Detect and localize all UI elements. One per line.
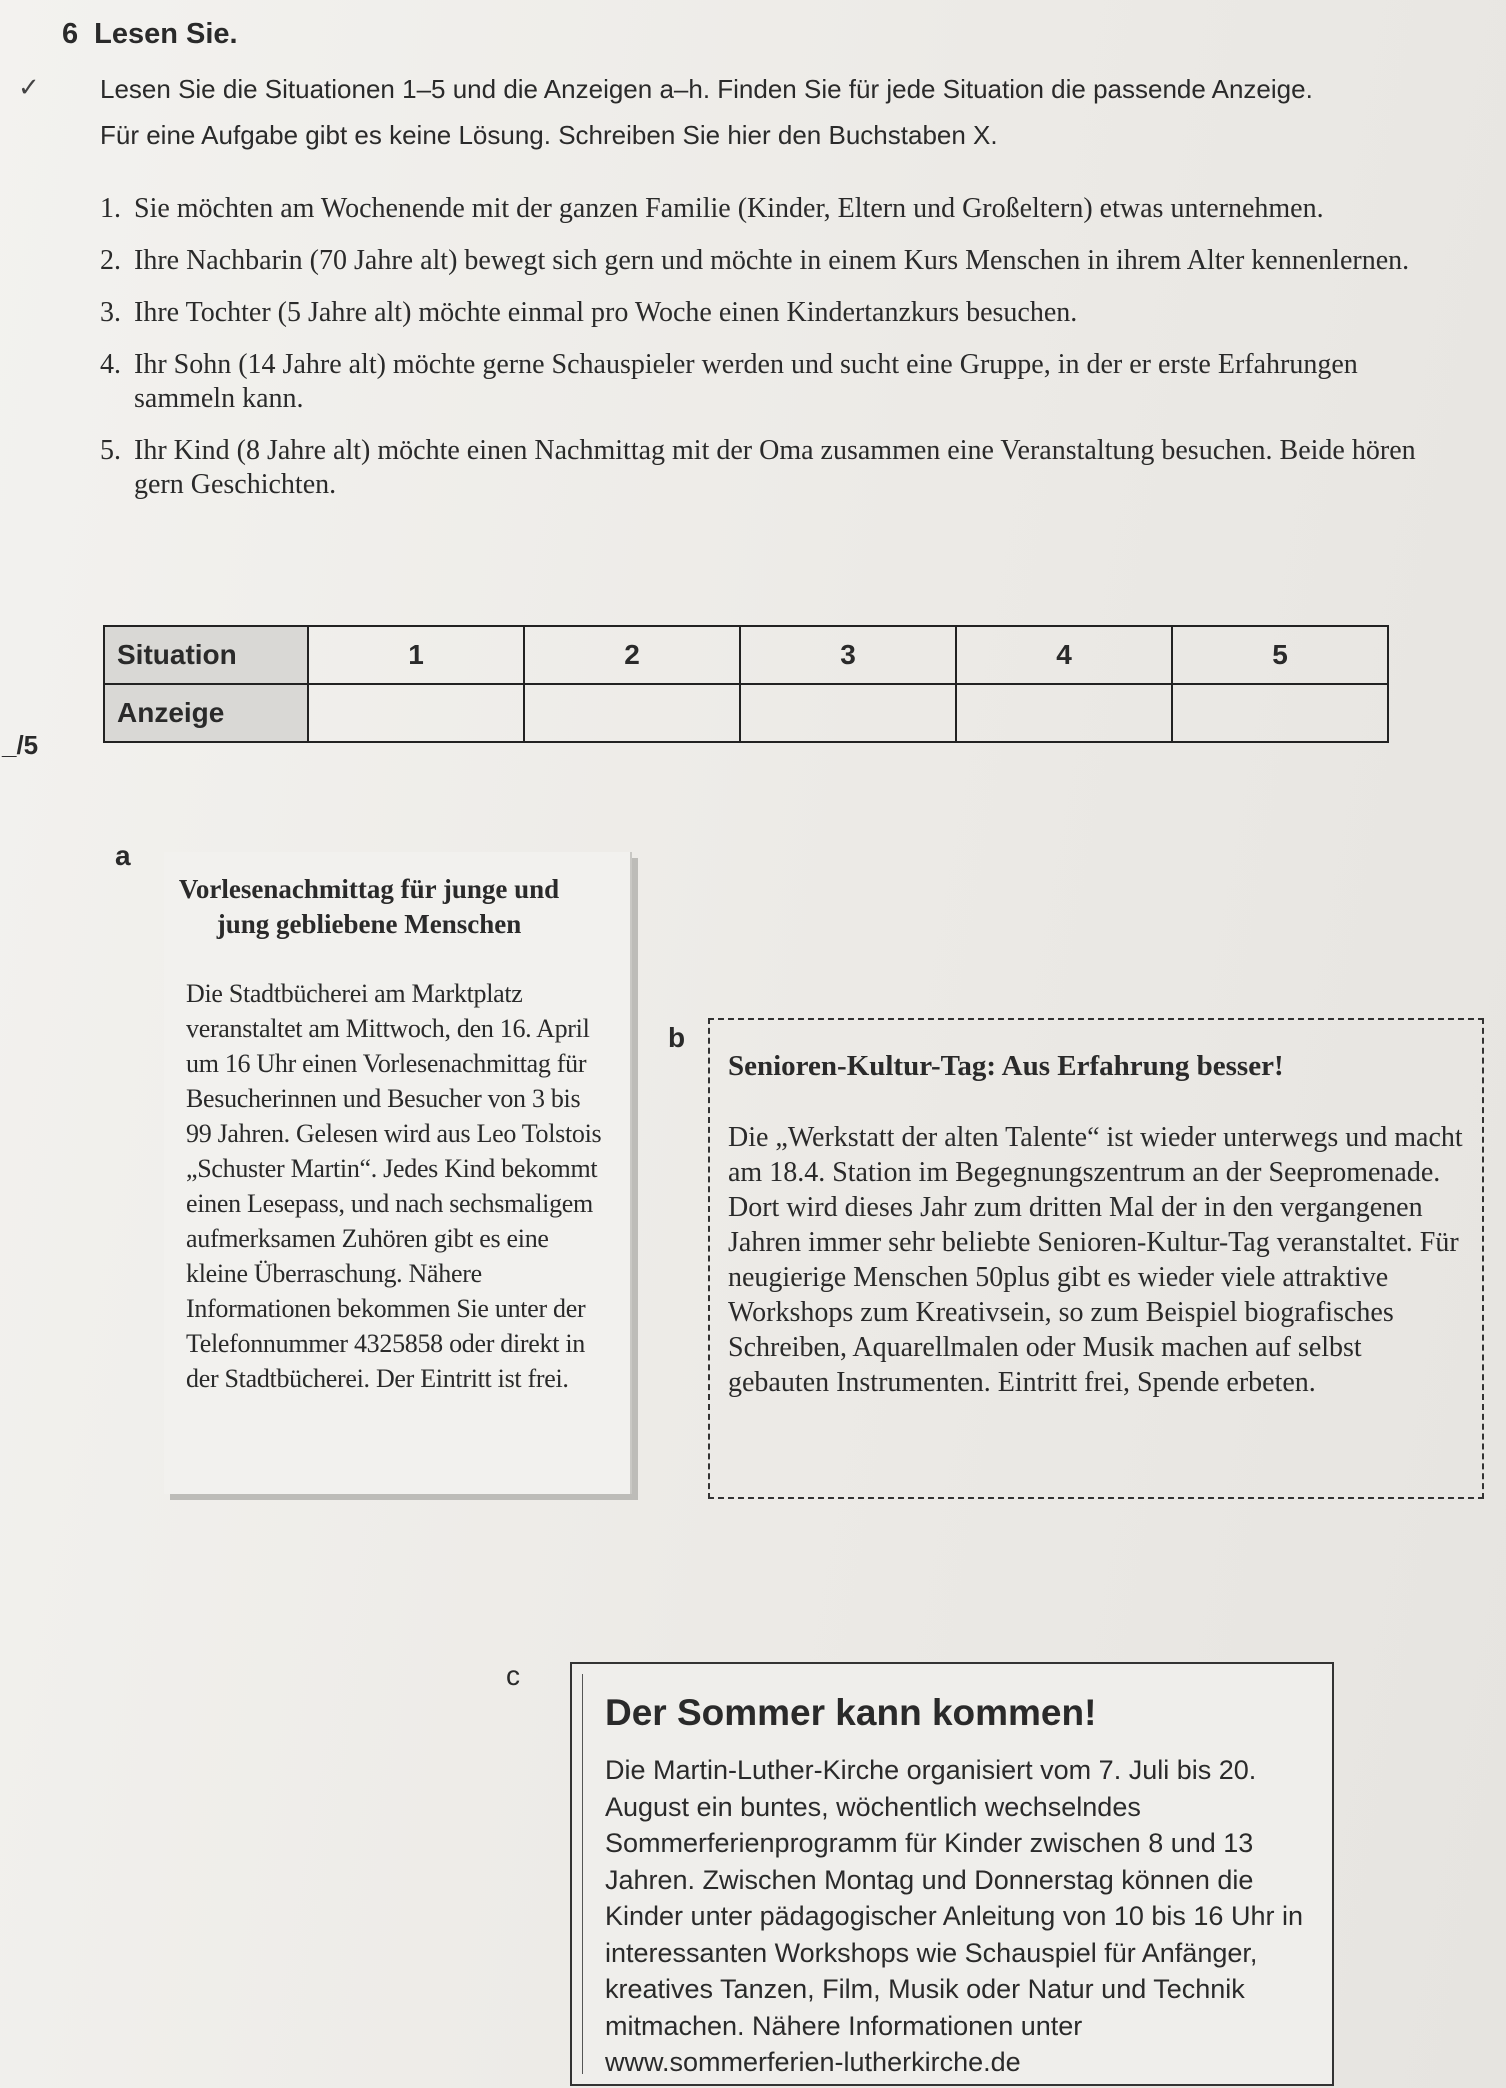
situation-number: 1 [308,626,524,684]
answer-cell[interactable] [956,684,1172,742]
answer-cell[interactable] [1172,684,1388,742]
answer-cell[interactable] [524,684,740,742]
situation-list [100,192,1430,520]
situation-item: 2. Ihre Nachbarin (70 Jahre alt) bewegt sich gern und möchte in einem Kurs Menschen in ihrem Alter kennenlernen. [100,245,1410,276]
situation-number: 5 [1172,626,1388,684]
answer-table [103,625,1389,743]
exercise-title: Lesen Sie. [94,18,238,50]
answer-cell[interactable] [740,684,956,742]
situation-item: 1. Sie möchten am Wochenende mit der ganzen Familie (Kinder, Eltern und Großeltern) etwas unternehmen. [100,193,1324,224]
ad-a-letter: a [115,840,131,871]
situation-label: Situation [104,626,308,684]
ad-b [708,1018,1484,1499]
ad-a-title: Vorlesenachmittag für junge und jung gebliebene Menschen [178,874,560,939]
ad-c-letter: c [506,1660,520,1691]
situation-item: 5. Ihr Kind (8 Jahre alt) möchte einen Nachmittag mit der Oma zusammen eine Veranstaltung besuchen. Beide hören gern Geschichten. [100,435,1416,500]
exercise-heading [62,18,238,51]
ad-a-body: Die Stadtbücherei am Marktplatz veranstaltet am Mittwoch, den 16. April um 16 Uhr einen Vorlesenachmittag für Besucherinnen und Besucher von 3 bis 99 Jahren. Gelesen wird aus Leo Tolstois „Schuster Martin“. Jedes Kind bekommt einen Lesepass, und nach sechsmaligem aufmerksamen Zuhören gibt es eine kleine Überraschung. Nähere Informationen bekommen Sie unter der Telefonnummer 4325858 oder direkt in der Stadtbücherei. Der Eintritt ist frei. [186,979,602,1393]
situation-number: 2 [524,626,740,684]
exercise-number: 6 [62,18,79,50]
margin-checkmark: ✓ [18,72,40,102]
instructions [100,66,1420,158]
anzeige-row [104,684,1388,742]
ad-c [570,1662,1334,2086]
situation-number: 3 [740,626,956,684]
situation-item: 4. Ihr Sohn (14 Jahre alt) möchte gerne Schauspieler werden und sucht eine Gruppe, in der er erste Erfahrungen sammeln kann. [100,349,1358,414]
ad-c-title: Der Sommer kann kommen! [605,1692,1097,1733]
situation-row [104,626,1388,684]
answer-cell[interactable] [308,684,524,742]
ad-b-title: Senioren-Kultur-Tag: Aus Erfahrung besser! [728,1050,1284,1082]
instruction-line: Lesen Sie die Situationen 1–5 und die Anzeigen a–h. Finden Sie für jede Situation die passende Anzeige. [100,74,1313,104]
ad-b-letter: b [668,1022,686,1053]
score-mark: _/5 [2,730,39,760]
ad-c-body: Die Martin-Luther-Kirche organisiert vom 7. Juli bis 20. August ein buntes, wöchentlich wechselndes Sommerferienprogramm für Kinder zwischen 8 und 13 Jahren. Zwischen Montag und Donnerstag können die Kinder unter pädagogischer Anleitung von 10 bis 16 Uhr in interessanten Workshops wie Schauspiel für Anfänger, kreatives Tanzen, Film, Musik oder Natur und Technik mitmachen. Nähere Informationen unter www.sommerferien-lutherkirche.de [605,1755,1303,2077]
ad-c-frame [582,1674,1323,2077]
ad-b-body: Die „Werkstatt der alten Talente“ ist wieder unterwegs und macht am 18.4. Station im Begegnungszentrum an der Seepromenade. Dort wird dieses Jahr zum dritten Mal der in den vergangenen Jahren immer sehr beliebte Senioren-Kultur-Tag veranstaltet. Für neugierige Menschen 50plus gibt es wieder viele attraktive Workshops zum Kreativsein, so zum Beispiel biografisches Schreiben, Aquarellmalen oder Musik machen auf selbst gebauten Instrumenten. Eintritt frei, Spende erbeten. [728,1122,1463,1398]
situation-number: 4 [956,626,1172,684]
situation-item: 3. Ihre Tochter (5 Jahre alt) möchte einmal pro Woche einen Kindertanzkurs besuchen. [100,297,1078,328]
anzeige-label: Anzeige [104,684,308,742]
ad-a [164,852,632,1494]
instruction-line: Für eine Aufgabe gibt es keine Lösung. Schreiben Sie hier den Buchstaben X. [100,120,998,150]
